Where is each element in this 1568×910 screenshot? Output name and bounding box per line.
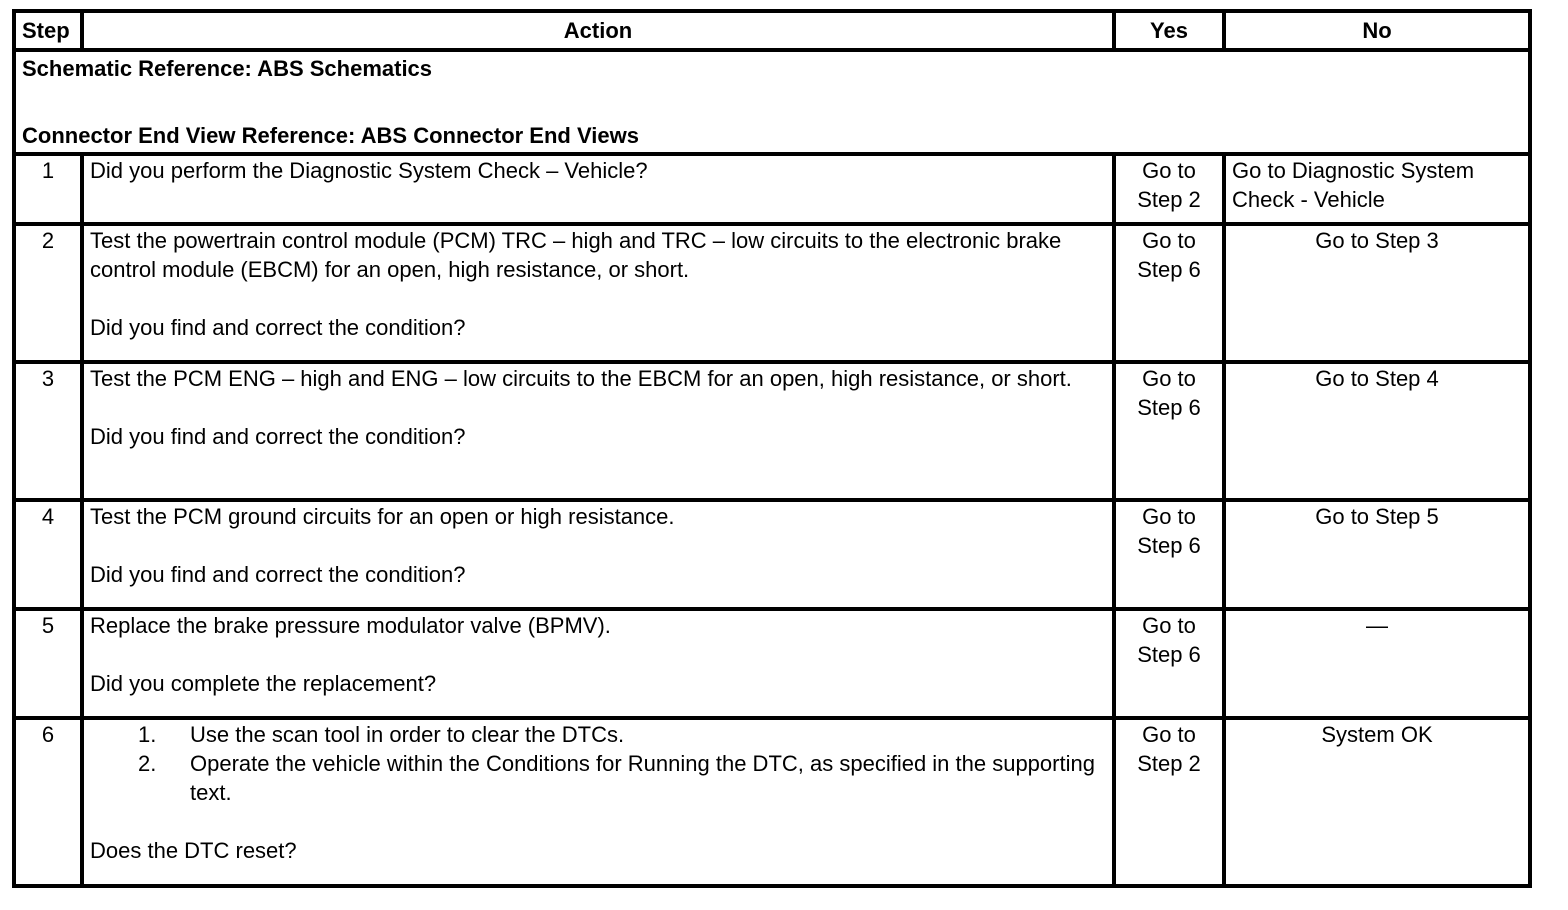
no-line: Check - Vehicle	[1232, 187, 1385, 212]
action-text: Test the PCM ground circuits for an open or high resistance.	[90, 504, 675, 529]
yes-line: Step 6	[1137, 642, 1201, 667]
yes-line: Step 2	[1137, 187, 1201, 212]
yes-cell	[1114, 718, 1224, 886]
step-number: 1	[14, 154, 82, 224]
header-step: Step	[14, 11, 82, 50]
header-yes: Yes	[1114, 11, 1224, 50]
no-cell	[1224, 154, 1530, 224]
yes-line: Step 6	[1137, 533, 1201, 558]
yes-line: Go to	[1142, 504, 1196, 529]
table-row	[14, 500, 1530, 609]
action-cell	[82, 224, 1114, 362]
step-number: 5	[14, 609, 82, 718]
yes-cell	[1114, 224, 1224, 362]
yes-line: Go to	[1142, 158, 1196, 183]
substep-text: Use the scan tool in order to clear the DTCs.	[190, 722, 625, 747]
action-question: Did you complete the replacement?	[90, 671, 437, 696]
substep-text: Operate the vehicle within the Conditions for Running the DTC, as specified in the supporting text.	[190, 751, 1095, 805]
yes-line: Step 2	[1137, 751, 1201, 776]
substep-number: 1.	[138, 722, 157, 747]
action-question: Did you find and correct the condition?	[90, 424, 466, 449]
table-row	[14, 609, 1530, 718]
table-header-row	[14, 11, 1530, 50]
step-number: 6	[14, 718, 82, 886]
substep-item	[90, 720, 1106, 749]
step-number: 3	[14, 362, 82, 500]
header-action: Action	[82, 11, 1114, 50]
step-number: 2	[14, 224, 82, 362]
table-row	[14, 154, 1530, 224]
no-cell: Go to Step 4	[1224, 362, 1530, 500]
table-row	[14, 718, 1530, 886]
substep-list	[90, 720, 1106, 807]
step-number: 4	[14, 500, 82, 609]
table-row	[14, 224, 1530, 362]
yes-line: Step 6	[1137, 257, 1201, 282]
diagnostic-table	[12, 9, 1532, 888]
yes-cell	[1114, 500, 1224, 609]
no-cell: —	[1224, 609, 1530, 718]
yes-line: Go to	[1142, 613, 1196, 638]
table-row	[14, 362, 1530, 500]
no-cell: Go to Step 3	[1224, 224, 1530, 362]
action-text: Replace the brake pressure modulator valve (BPMV).	[90, 613, 611, 638]
action-question: Does the DTC reset?	[90, 838, 297, 863]
substep-number: 2.	[138, 751, 157, 776]
header-no: No	[1224, 11, 1530, 50]
action-text: Test the powertrain control module (PCM) TRC – high and TRC – low circuits to the electronic brake control module (EBCM) for an open, high resistance, or short.	[90, 228, 1062, 282]
action-question: Did you find and correct the condition?	[90, 315, 466, 340]
action-cell	[82, 362, 1114, 500]
action-question: Did you find and correct the condition?	[90, 562, 466, 587]
schematic-reference: Schematic Reference: ABS Schematics	[22, 56, 433, 81]
yes-cell	[1114, 362, 1224, 500]
reference-cell	[14, 50, 1530, 154]
yes-line: Go to	[1142, 228, 1196, 253]
yes-cell	[1114, 609, 1224, 718]
no-line: Go to Diagnostic System	[1232, 158, 1475, 183]
yes-line: Go to	[1142, 722, 1196, 747]
no-cell: Go to Step 5	[1224, 500, 1530, 609]
yes-line: Go to	[1142, 366, 1196, 391]
substep-item	[90, 749, 1106, 807]
action-cell	[82, 609, 1114, 718]
reference-row	[14, 50, 1530, 154]
no-cell: System OK	[1224, 718, 1530, 886]
yes-cell	[1114, 154, 1224, 224]
action-text: Did you perform the Diagnostic System Check – Vehicle?	[82, 154, 1114, 224]
action-text: Test the PCM ENG – high and ENG – low circuits to the EBCM for an open, high resistance, or short.	[90, 366, 1072, 391]
action-cell	[82, 500, 1114, 609]
connector-reference: Connector End View Reference: ABS Connector End Views	[22, 123, 639, 148]
action-cell	[82, 718, 1114, 886]
yes-line: Step 6	[1137, 395, 1201, 420]
